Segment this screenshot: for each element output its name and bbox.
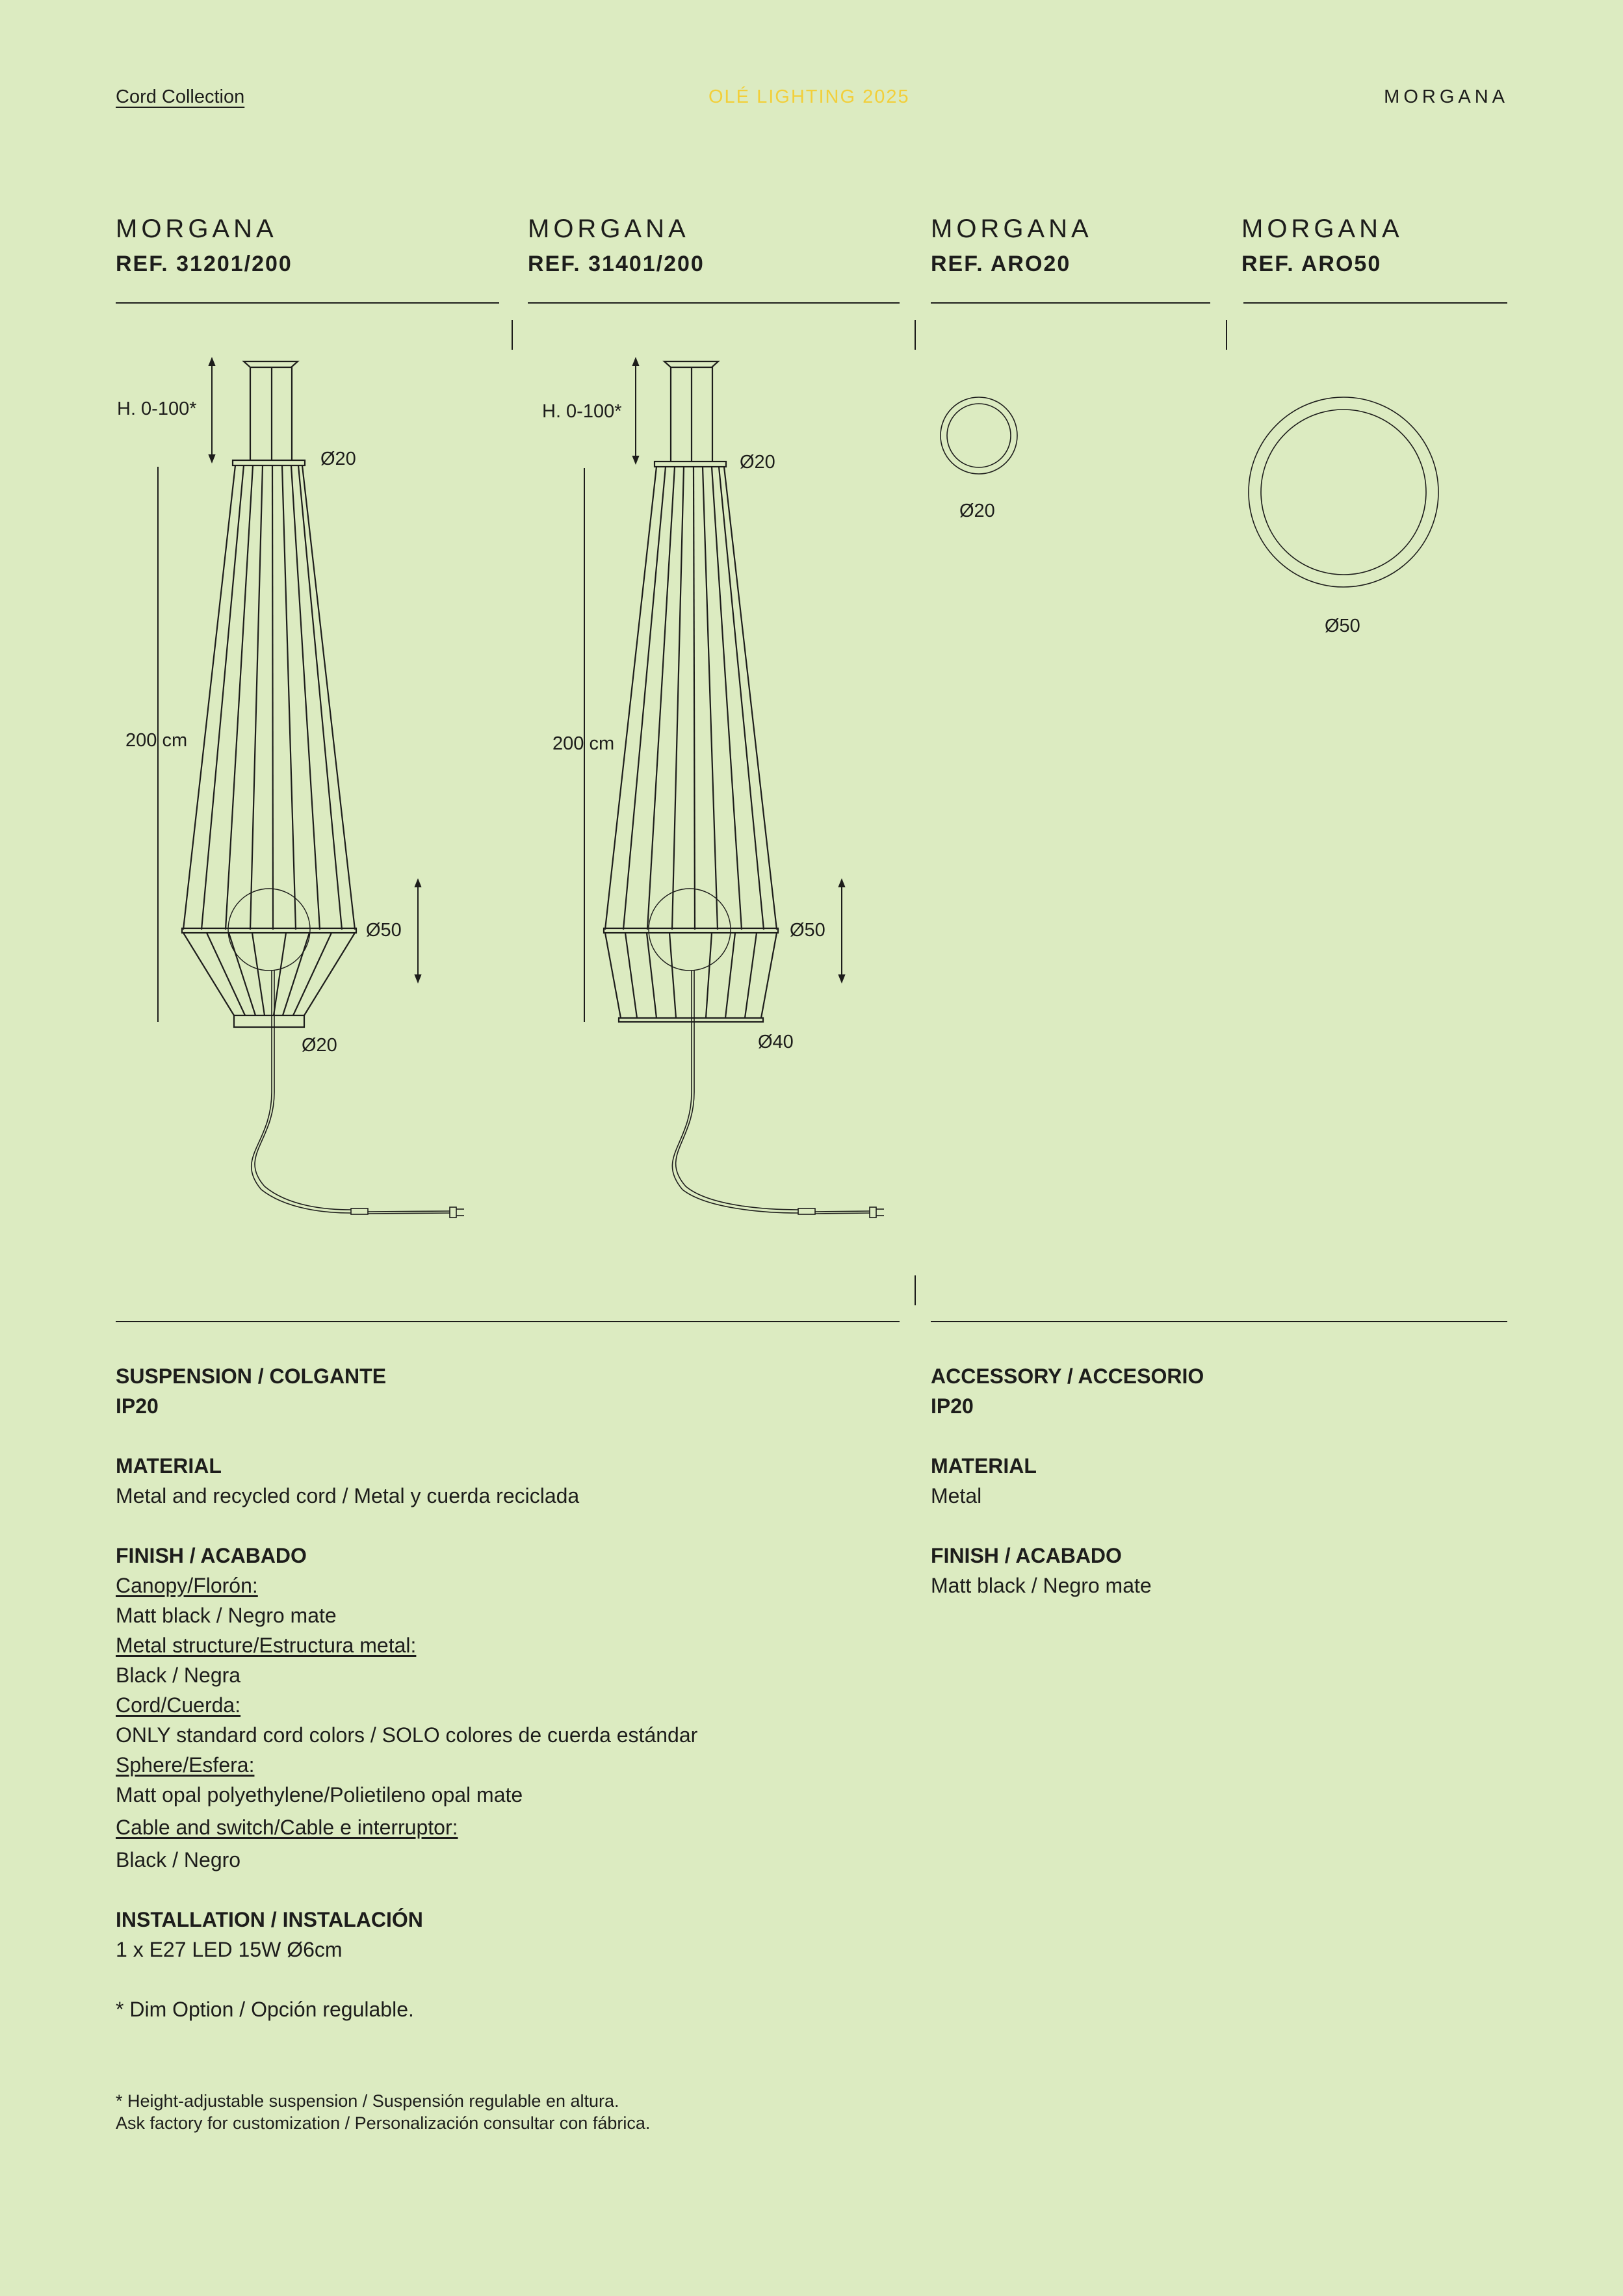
section-title: ACCESSORY / ACCESORIO	[931, 1364, 1204, 1388]
product-family-title: MORGANA	[1384, 86, 1509, 107]
length-label: 200 cm	[125, 730, 188, 751]
cable-label: Cable and switch/Cable e interruptor:	[116, 1816, 458, 1839]
product-name: MORGANA	[1241, 215, 1403, 243]
footnotes	[116, 2090, 650, 2134]
lamp-drawing-1	[158, 361, 464, 1218]
product-name: MORGANA	[931, 215, 1093, 243]
top-diameter-label: Ø20	[320, 449, 356, 469]
material-title: MATERIAL	[931, 1454, 1037, 1478]
divider	[915, 1275, 916, 1305]
product-ref: REF. ARO50	[1241, 252, 1382, 276]
ring-drawing-aro20	[941, 397, 1017, 474]
suspension-specs	[116, 1361, 896, 2024]
divider	[931, 1321, 1507, 1322]
ring-drawing-aro50	[1249, 397, 1438, 587]
material-title: MATERIAL	[116, 1454, 222, 1478]
product-name: MORGANA	[528, 215, 690, 243]
material-value: Metal and recycled cord / Metal y cuerda reciclada	[116, 1484, 580, 1507]
length-label: 200 cm	[552, 733, 615, 754]
height-label: H. 0-100*	[542, 401, 622, 422]
ip-rating: IP20	[931, 1394, 974, 1418]
ip-rating: IP20	[116, 1394, 159, 1418]
finish-title: FINISH / ACABADO	[931, 1544, 1122, 1567]
divider	[116, 1321, 900, 1322]
sphere-value: Matt opal polyethylene/Polietileno opal mate	[116, 1783, 523, 1807]
canopy-label: Canopy/Florón:	[116, 1574, 258, 1597]
product-ref: REF. ARO20	[931, 252, 1071, 276]
product-ref: REF. 31401/200	[528, 252, 705, 276]
product-name: MORGANA	[116, 215, 278, 243]
cord-label: Cord/Cuerda:	[116, 1693, 241, 1717]
collection-link[interactable]: Cord Collection	[116, 86, 245, 107]
bottom-diameter-label: Ø40	[758, 1032, 794, 1052]
dim-option-note: * Dim Option / Opción regulable.	[116, 1998, 414, 2021]
material-value: Metal	[931, 1484, 982, 1507]
footnote-customization: Ask factory for customization / Personalización consultar con fábrica.	[116, 2113, 651, 2133]
cable-value: Black / Negro	[116, 1848, 241, 1872]
mid-diameter-label: Ø50	[366, 920, 402, 941]
structure-value: Black / Negra	[116, 1663, 241, 1687]
structure-label: Metal structure/Estructura metal:	[116, 1634, 417, 1657]
installation-value: 1 x E27 LED 15W Ø6cm	[116, 1938, 343, 1961]
brand-year: OLÉ LIGHTING 2025	[708, 86, 910, 107]
mid-diameter-label: Ø50	[790, 920, 825, 941]
section-title: SUSPENSION / COLGANTE	[116, 1364, 387, 1388]
ring-diameter-label: Ø50	[1325, 616, 1360, 636]
accessory-specs	[931, 1361, 1503, 1600]
bottom-diameter-label: Ø20	[302, 1035, 337, 1056]
height-label: H. 0-100*	[117, 398, 197, 419]
canopy-value: Matt black / Negro mate	[116, 1604, 337, 1627]
top-diameter-label: Ø20	[740, 452, 775, 473]
installation-title: INSTALLATION / INSTALACIÓN	[116, 1908, 423, 1931]
product-ref: REF. 31201/200	[116, 252, 292, 276]
lamp-drawing-2	[584, 361, 884, 1218]
sphere-label: Sphere/Esfera:	[116, 1753, 255, 1777]
ring-diameter-label: Ø20	[959, 501, 995, 521]
finish-title: FINISH / ACABADO	[116, 1544, 307, 1567]
finish-value: Matt black / Negro mate	[931, 1574, 1152, 1597]
footnote-height: * Height-adjustable suspension / Suspensión regulable en altura.	[116, 2091, 619, 2111]
cord-value: ONLY standard cord colors / SOLO colores de cuerda estándar	[116, 1723, 698, 1747]
